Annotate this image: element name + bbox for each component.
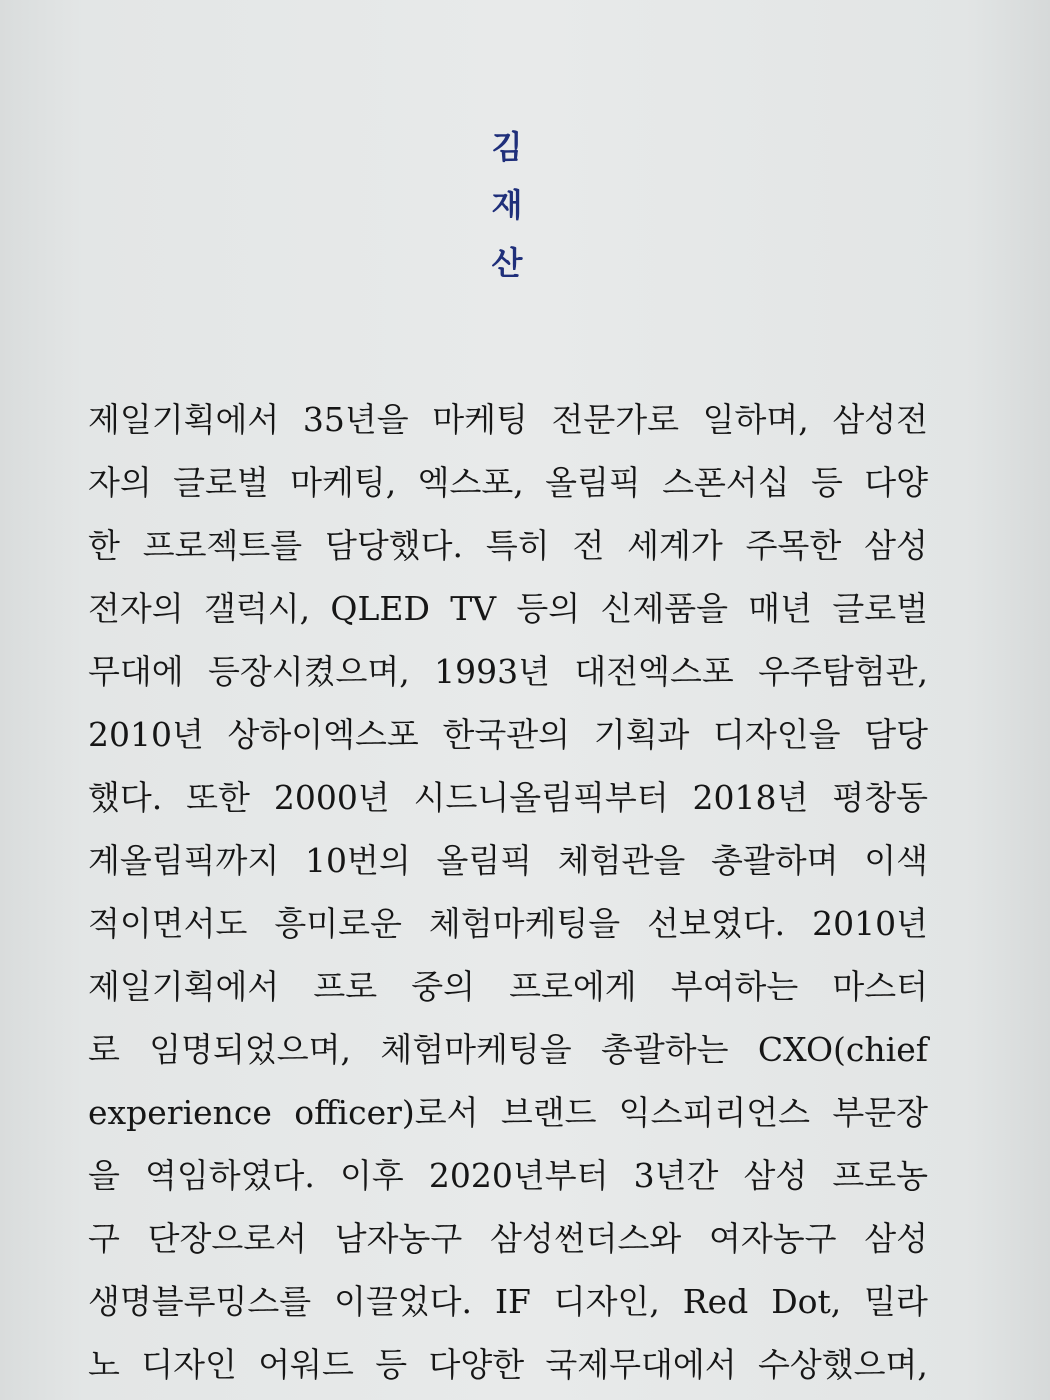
bio-word: 2010년 [88, 715, 204, 754]
bio-word: 무대에 [88, 652, 184, 691]
bio-word: 올림픽 [436, 841, 533, 880]
bio-word: 이끌었다. [334, 1282, 473, 1321]
bio-word: 마케팅 [432, 400, 528, 439]
bio-line [88, 1333, 928, 1396]
bio-word: 체험마케팅을 [380, 1030, 572, 1069]
bio-word: 글로벌 [832, 589, 928, 628]
bio-word: 상하이엑스포 [227, 715, 419, 754]
bio-word: 다양한 [428, 1345, 525, 1384]
bio-line [88, 640, 928, 703]
bio-word: Red [682, 1282, 749, 1321]
bio-word: 35년을 [302, 400, 409, 439]
bio-word: 부문장 [832, 1093, 928, 1132]
bio-word: 삼성 [743, 1156, 808, 1195]
author-name-char: 재 [491, 186, 523, 224]
bio-line [88, 766, 928, 829]
bio-word: 프로젝트를 [142, 526, 303, 565]
bio-word: 마케팅, [290, 463, 397, 502]
bio-word: 한 [88, 526, 120, 565]
bio-word: 스폰서십 [662, 463, 790, 502]
bio-word: 평창동 [832, 778, 928, 817]
author-biography [88, 388, 928, 1396]
bio-word: 다양 [864, 463, 928, 502]
bio-word: 시드니올림픽부터 [413, 778, 669, 817]
bio-word: 밀라 [864, 1282, 928, 1321]
bio-word: 로 [88, 1030, 120, 1069]
bio-word: 프로에게 [509, 967, 637, 1006]
bio-word: 제일기획에서 [88, 967, 280, 1006]
bio-word: 디자인, [553, 1282, 660, 1321]
bio-word: 중의 [411, 967, 475, 1006]
bio-word: 전자의 [88, 589, 184, 628]
bio-word: 브랜드 [500, 1093, 597, 1132]
bio-word: 임명되었으며, [149, 1030, 351, 1069]
bio-line [88, 955, 928, 1018]
bio-word: 2018년 [692, 778, 809, 817]
bio-word: 일하며, [702, 400, 809, 439]
bio-word: 부여하는 [670, 967, 799, 1006]
bio-word: 갤럭시, [203, 589, 311, 628]
bio-word: 삼성썬더스와 [489, 1219, 682, 1258]
bio-word: 여자농구 [708, 1219, 837, 1258]
bio-word: 디자인 [141, 1345, 237, 1384]
bio-word: 삼성 [864, 1219, 928, 1258]
bio-word: 선보였다. [647, 904, 786, 943]
bio-line [88, 388, 928, 451]
bio-word: 디자인을 [713, 715, 841, 754]
bio-word: 노 [88, 1345, 120, 1384]
author-name [477, 118, 537, 292]
bio-line [88, 703, 928, 766]
bio-word: 등 [810, 463, 843, 502]
bio-word: 등의 [516, 589, 581, 628]
bio-word: 국제무대에서 [545, 1345, 737, 1384]
bio-word: 2000년 [273, 778, 390, 817]
bio-word: 대전엑스포 [574, 652, 734, 691]
bio-word: 남자농구 [334, 1219, 463, 1258]
author-name-char: 산 [491, 244, 523, 282]
bio-word: 자의 [88, 463, 152, 502]
bio-word: 계올림픽까지 [88, 841, 280, 880]
bio-word: IF [494, 1282, 531, 1321]
bio-word: 프로 [313, 967, 378, 1006]
bio-line [88, 577, 928, 640]
bio-word: 엑스포, [417, 463, 524, 502]
bio-line [88, 1270, 928, 1333]
bio-word: 등장시켰으며, [208, 652, 410, 691]
bio-word: 담당했다. [324, 526, 463, 565]
bio-word: 2020년부터 [428, 1156, 609, 1195]
bio-word: officer)로서 [294, 1093, 479, 1132]
bio-word: 10번의 [304, 841, 411, 880]
bio-word: 전문가로 [551, 400, 680, 439]
bio-word: 담당 [864, 715, 928, 754]
bio-word: 삼성전 [832, 400, 928, 439]
bio-word: 세계가 [627, 526, 723, 565]
bio-word: 을 [88, 1156, 120, 1195]
bio-word: 등 [375, 1345, 408, 1384]
bio-word: 올림픽 [545, 463, 641, 502]
bio-word: Dot, [771, 1282, 842, 1321]
bio-word: 익스피리언스 [618, 1093, 811, 1132]
bio-word: 체험마케팅을 [428, 904, 621, 943]
bio-word: 체험관을 [557, 841, 686, 880]
bio-word: 우주탐험관, [758, 652, 928, 691]
bio-word: 신제품을 [600, 589, 728, 628]
author-name-char: 김 [491, 128, 523, 166]
bio-word: 이후 [340, 1156, 404, 1195]
bio-word: 이색 [864, 841, 928, 880]
bio-word: QLED [330, 589, 430, 628]
bio-word: 2010년 [812, 904, 928, 943]
bio-word: 흥미로운 [274, 904, 402, 943]
bio-word: 총괄하며 [711, 841, 839, 880]
bio-word: 기획과 [593, 715, 690, 754]
bio-word: 또한 [186, 778, 250, 817]
bio-word: 주목한 [745, 526, 842, 565]
bio-word: 역임하였다. [145, 1156, 315, 1195]
bio-word: 1993년 [434, 652, 550, 691]
bio-word: 글로벌 [173, 463, 269, 502]
bio-word: 생명블루밍스를 [88, 1282, 312, 1321]
bio-word: 총괄하는 [600, 1030, 729, 1069]
bio-word: 전 [572, 526, 605, 565]
bio-word: 구 [88, 1219, 120, 1258]
bio-word: experience [88, 1093, 272, 1132]
bio-line [88, 1207, 928, 1270]
bio-line [88, 829, 928, 892]
bio-line [88, 1018, 928, 1081]
bio-line [88, 892, 928, 955]
bio-word: 했다. [88, 778, 163, 817]
bio-word: 적이면서도 [88, 904, 248, 943]
bio-line [88, 451, 928, 514]
bio-word: CXO(chief [757, 1030, 928, 1069]
bio-word: 특히 [485, 526, 550, 565]
bio-word: 마스터 [832, 967, 928, 1006]
bio-word: 매년 [748, 589, 813, 628]
bio-word: 단장으로서 [147, 1219, 307, 1258]
bio-word: 한국관의 [442, 715, 571, 754]
bio-line [88, 1144, 928, 1207]
bio-word: 프로농 [832, 1156, 928, 1195]
bio-word: 어워드 [258, 1345, 354, 1384]
bio-word: 제일기획에서 [88, 400, 280, 439]
bio-word: 3년간 [633, 1156, 719, 1195]
bio-word: 삼성 [864, 526, 928, 565]
bio-word: 수상했으며, [758, 1345, 928, 1384]
bio-line [88, 514, 928, 577]
bio-word: TV [450, 589, 497, 628]
bio-line [88, 1081, 928, 1144]
